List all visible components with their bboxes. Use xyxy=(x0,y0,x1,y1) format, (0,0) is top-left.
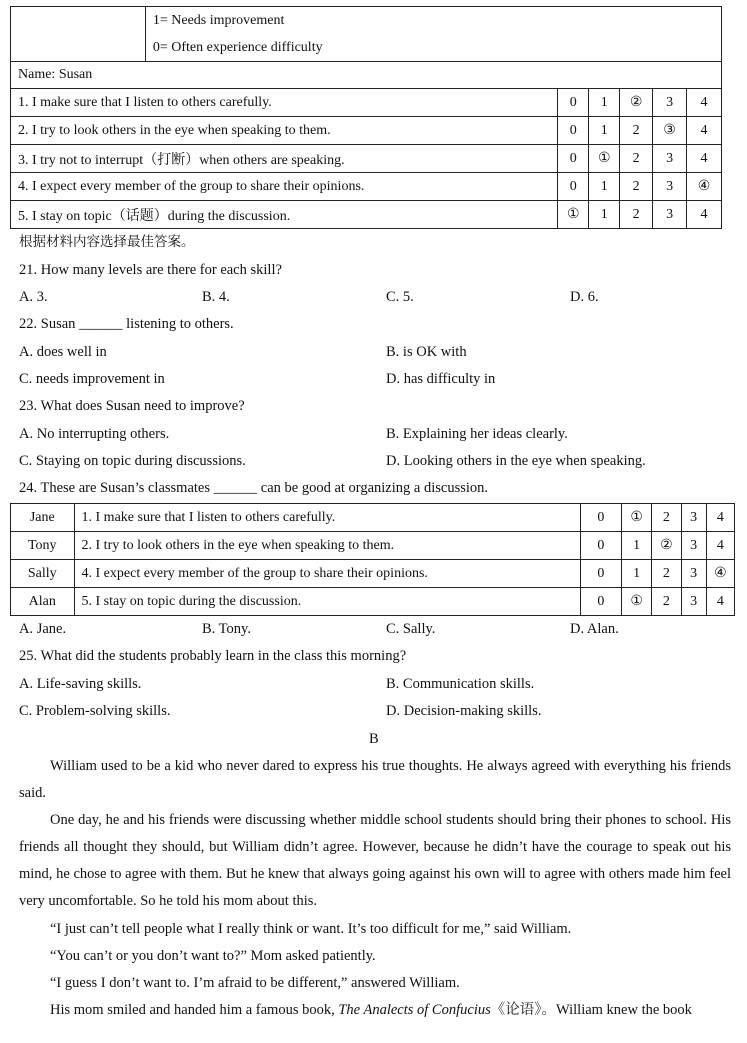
classmate-name: Jane xyxy=(11,504,75,532)
classmate-score-cell: ④ xyxy=(706,560,734,588)
rating-row xyxy=(11,117,722,145)
classmate-score-cell: 2 xyxy=(652,588,681,616)
q24-option-d: D. Alan. xyxy=(570,621,619,637)
classmate-row xyxy=(11,504,735,532)
q21-option-c: C. 5. xyxy=(386,289,414,305)
q24-option-c: C. Sally. xyxy=(386,621,436,637)
book-title: The Analects of Confucius xyxy=(338,1002,491,1018)
classmate-score-cell: 0 xyxy=(580,588,621,616)
classmate-score-cell: 2 xyxy=(652,504,681,532)
classmate-name: Tony xyxy=(11,532,75,560)
rating-row xyxy=(11,145,722,173)
rating-score-cell: 0 xyxy=(558,145,589,173)
rating-score-cell: 1 xyxy=(589,173,620,201)
rating-score-cell: 1 xyxy=(589,89,620,117)
rating-statement: 3. I try not to interrupt（打断）when others are speaking. xyxy=(11,145,558,173)
rating-row xyxy=(11,201,722,229)
q25-option-c: C. Problem-solving skills. xyxy=(19,703,171,719)
rating-score-cell: 4 xyxy=(687,145,722,173)
rating-scale-table xyxy=(10,6,722,229)
question-21-stem: 21. How many levels are there for each skill? xyxy=(19,262,282,278)
rating-score-cell: ① xyxy=(558,201,589,229)
q25-option-a: A. Life-saving skills. xyxy=(19,676,142,692)
rating-score-cell: 1 xyxy=(589,201,620,229)
classmate-row xyxy=(11,532,735,560)
rating-score-cell: ① xyxy=(589,145,620,173)
q24-option-a: A. Jane. xyxy=(19,621,67,637)
rating-score-cell: ④ xyxy=(687,173,722,201)
classmate-score-cell: 0 xyxy=(580,560,621,588)
q23-option-d: D. Looking others in the eye when speaking. xyxy=(386,453,646,469)
classmate-score-cell: 3 xyxy=(681,532,706,560)
p6-start: His mom smiled and handed him a famous book, xyxy=(50,1002,339,1018)
classmate-statement: 5. I stay on topic during the discussion. xyxy=(74,588,580,616)
q22-option-a: A. does well in xyxy=(19,344,107,360)
rating-score-cell: 2 xyxy=(620,145,653,173)
passage-paragraph-5: “I guess I don’t want to. I’m afraid to be different,” answered William. xyxy=(50,975,460,991)
q25-option-b: B. Communication skills. xyxy=(386,676,535,692)
q21-option-b: B. 4. xyxy=(202,289,230,305)
q22-option-d: D. has difficulty in xyxy=(386,371,496,387)
passage-paragraph-6 xyxy=(19,997,731,1024)
rating-score-cell: 1 xyxy=(589,117,620,145)
classmates-table xyxy=(10,503,735,616)
rating-statement: 1. I make sure that I listen to others carefully. xyxy=(11,89,558,117)
legend-cell xyxy=(145,7,721,62)
q25-option-d: D. Decision-making skills. xyxy=(386,703,542,719)
q22-option-b: B. is OK with xyxy=(386,344,467,360)
classmate-score-cell: 3 xyxy=(681,588,706,616)
classmate-score-cell: ① xyxy=(622,588,652,616)
passage-paragraph-4: “You can’t or you don’t want to?” Mom asked patiently. xyxy=(50,948,376,964)
classmate-statement: 2. I try to look others in the eye when speaking to them. xyxy=(74,532,580,560)
p6-end: 《论语》。William knew the book xyxy=(490,1002,692,1018)
rating-score-cell: 0 xyxy=(558,173,589,201)
classmate-score-cell: 4 xyxy=(706,532,734,560)
rating-score-cell: 0 xyxy=(558,117,589,145)
rating-score-cell: 4 xyxy=(687,201,722,229)
rating-row xyxy=(11,173,722,201)
classmate-statement: 1. I make sure that I listen to others carefully. xyxy=(74,504,580,532)
passage-paragraph-3: “I just can’t tell people what I really think or want. It’s too difficult for me,” said William. xyxy=(50,921,572,937)
q22-option-c: C. needs improvement in xyxy=(19,371,165,387)
rating-score-cell: 2 xyxy=(620,201,653,229)
rating-statement: 2. I try to look others in the eye when speaking to them. xyxy=(11,117,558,145)
classmate-score-cell: 1 xyxy=(622,532,652,560)
classmate-score-cell: ② xyxy=(652,532,681,560)
rating-score-cell: 2 xyxy=(620,173,653,201)
rating-score-cell: 4 xyxy=(687,117,722,145)
rating-statement: 5. I stay on topic（话题）during the discussion. xyxy=(11,201,558,229)
legend-line: 0= Often experience difficulty xyxy=(152,40,323,55)
rating-score-cell: 3 xyxy=(653,201,687,229)
classmate-row xyxy=(11,588,735,616)
question-24-stem: 24. These are Susan’s classmates ______ can be good at organizing a discussion. xyxy=(19,480,489,496)
classmate-score-cell: 4 xyxy=(706,588,734,616)
question-23-stem: 23. What does Susan need to improve? xyxy=(19,398,245,414)
rating-score-cell: 3 xyxy=(653,173,687,201)
classmate-statement: 4. I expect every member of the group to share their opinions. xyxy=(74,560,580,588)
rating-score-cell: 3 xyxy=(653,89,687,117)
classmate-score-cell: 0 xyxy=(580,504,621,532)
q23-option-b: B. Explaining her ideas clearly. xyxy=(386,426,568,442)
rating-score-cell: 3 xyxy=(653,145,687,173)
q23-option-a: A. No interrupting others. xyxy=(19,426,170,442)
classmate-row xyxy=(11,560,735,588)
classmate-name: Alan xyxy=(11,588,75,616)
instruction-text: 根据材料内容选择最佳答案。 xyxy=(19,234,195,250)
q21-option-a: A. 3. xyxy=(19,289,48,305)
classmate-score-cell: 3 xyxy=(681,504,706,532)
classmate-score-cell: 4 xyxy=(706,504,734,532)
legend-line: 1= Needs improvement xyxy=(152,13,285,28)
classmate-score-cell: ① xyxy=(622,504,652,532)
question-22-stem: 22. Susan ______ listening to others. xyxy=(19,316,234,332)
student-name: Name: Susan xyxy=(11,62,722,89)
q23-option-c: C. Staying on topic during discussions. xyxy=(19,453,246,469)
classmate-name: Sally xyxy=(11,560,75,588)
q21-option-d: D. 6. xyxy=(570,289,599,305)
section-b-heading: B xyxy=(369,731,379,747)
question-25-stem: 25. What did the students probably learn in the class this morning? xyxy=(19,648,407,664)
classmate-score-cell: 2 xyxy=(652,560,681,588)
rating-statement: 4. I expect every member of the group to share their opinions. xyxy=(11,173,558,201)
q24-option-b: B. Tony. xyxy=(202,621,251,637)
rating-score-cell: 2 xyxy=(620,117,653,145)
rating-score-cell: ③ xyxy=(653,117,687,145)
passage-paragraph-2: One day, he and his friends were discussing whether middle school students should bring their phones to school. His friends all thought they should, but William didn’t agree. However, because he didn’t have the courage to speak out his mind, he chose to agree with them. But he knew that always going against his own will to agree with others made him feel very uncomfortable. So he told his mom about this. xyxy=(19,812,731,910)
classmate-score-cell: 0 xyxy=(580,532,621,560)
classmate-score-cell: 3 xyxy=(681,560,706,588)
rating-score-cell: 4 xyxy=(687,89,722,117)
classmate-score-cell: 1 xyxy=(622,560,652,588)
rating-row xyxy=(11,89,722,117)
passage-paragraph-1: William used to be a kid who never dared to express his true thoughts. He always agreed with everything his friends said. xyxy=(19,758,731,802)
legend-blank-cell xyxy=(11,7,146,62)
rating-score-cell: ② xyxy=(620,89,653,117)
rating-score-cell: 0 xyxy=(558,89,589,117)
